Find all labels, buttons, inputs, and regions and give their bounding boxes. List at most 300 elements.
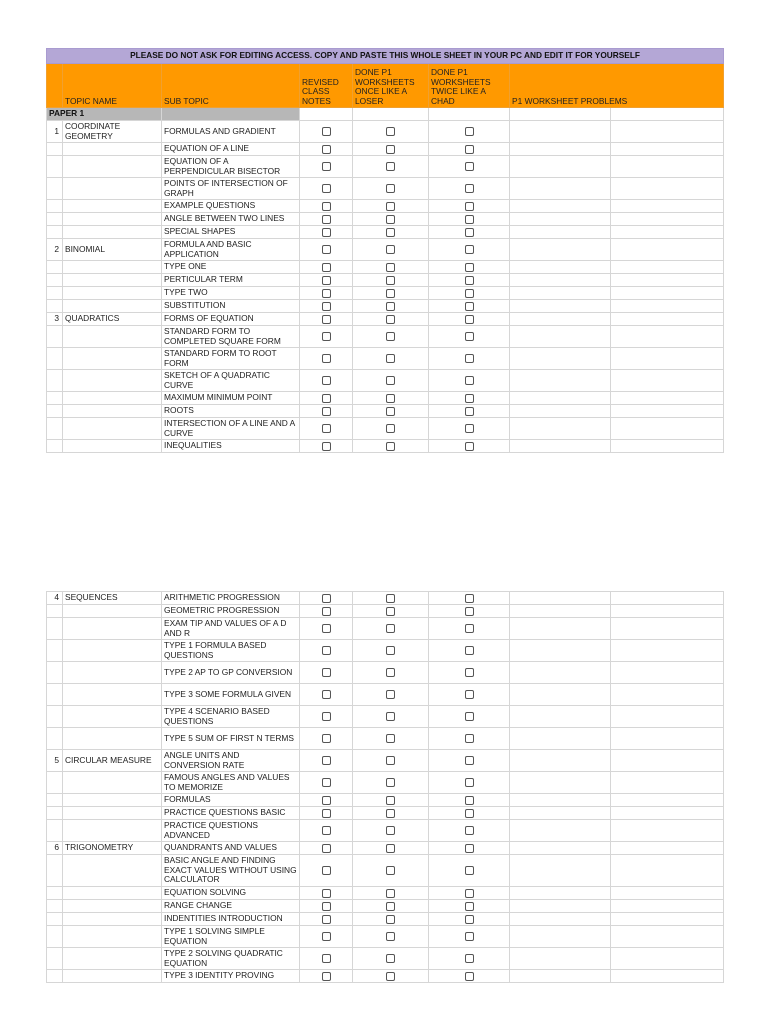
topic-name bbox=[63, 300, 162, 313]
revised-notes-checkbox[interactable] bbox=[322, 276, 331, 285]
header-revised-notes: REVISED CLASS NOTES bbox=[300, 64, 353, 108]
table-row bbox=[47, 913, 724, 926]
notes-cell[interactable] bbox=[611, 913, 724, 926]
done-twice-checkbox[interactable] bbox=[465, 315, 474, 324]
worksheet-problems-cell[interactable] bbox=[510, 440, 611, 453]
revised-notes-checkbox[interactable] bbox=[322, 866, 331, 875]
worksheet-problems-cell[interactable] bbox=[510, 239, 611, 261]
notes-cell[interactable] bbox=[611, 948, 724, 970]
done-once-cell bbox=[353, 405, 429, 418]
done-twice-checkbox[interactable] bbox=[465, 594, 474, 603]
revised-notes-cell bbox=[300, 226, 353, 239]
table-row bbox=[47, 418, 724, 440]
done-once-checkbox[interactable] bbox=[386, 809, 395, 818]
worksheet-problems-cell[interactable] bbox=[510, 926, 611, 948]
done-once-checkbox[interactable] bbox=[386, 954, 395, 963]
header-topic-name: TOPIC NAME bbox=[63, 64, 162, 108]
worksheet-problems-cell[interactable] bbox=[510, 287, 611, 300]
done-twice-checkbox[interactable] bbox=[465, 407, 474, 416]
table-row bbox=[47, 156, 724, 178]
revised-notes-cell bbox=[300, 274, 353, 287]
sub-topic: TYPE TWO bbox=[162, 287, 300, 300]
worksheet-problems-cell[interactable] bbox=[510, 405, 611, 418]
done-twice-checkbox[interactable] bbox=[465, 228, 474, 237]
done-once-checkbox[interactable] bbox=[386, 902, 395, 911]
done-once-checkbox[interactable] bbox=[386, 315, 395, 324]
done-once-checkbox[interactable] bbox=[386, 145, 395, 154]
revised-notes-checkbox[interactable] bbox=[322, 756, 331, 765]
revised-notes-cell bbox=[300, 287, 353, 300]
worksheet-problems-cell[interactable] bbox=[510, 605, 611, 618]
done-once-checkbox[interactable] bbox=[386, 826, 395, 835]
revised-notes-checkbox[interactable] bbox=[322, 332, 331, 341]
done-once-checkbox[interactable] bbox=[386, 442, 395, 451]
done-once-checkbox[interactable] bbox=[386, 424, 395, 433]
done-once-checkbox[interactable] bbox=[386, 376, 395, 385]
done-twice-checkbox[interactable] bbox=[465, 354, 474, 363]
done-once-cell bbox=[353, 926, 429, 948]
worksheet-problems-cell[interactable] bbox=[510, 226, 611, 239]
done-once-checkbox[interactable] bbox=[386, 668, 395, 677]
worksheet-problems-cell[interactable] bbox=[510, 855, 611, 887]
notes-cell[interactable] bbox=[611, 405, 724, 418]
done-once-checkbox[interactable] bbox=[386, 289, 395, 298]
revised-notes-cell bbox=[300, 313, 353, 326]
notes-cell[interactable] bbox=[611, 662, 724, 684]
table-row bbox=[47, 178, 724, 200]
revised-notes-checkbox[interactable] bbox=[322, 263, 331, 272]
done-twice-cell bbox=[429, 750, 510, 772]
worksheet-problems-cell[interactable] bbox=[510, 156, 611, 178]
notes-cell[interactable] bbox=[611, 178, 724, 200]
revised-notes-checkbox[interactable] bbox=[322, 902, 331, 911]
revised-notes-cell bbox=[300, 143, 353, 156]
notes-cell[interactable] bbox=[611, 392, 724, 405]
done-twice-cell bbox=[429, 807, 510, 820]
revised-notes-checkbox[interactable] bbox=[322, 607, 331, 616]
sub-topic: ANGLE BETWEEN TWO LINES bbox=[162, 213, 300, 226]
done-twice-checkbox[interactable] bbox=[465, 424, 474, 433]
done-twice-checkbox[interactable] bbox=[465, 162, 474, 171]
sub-topic: RANGE CHANGE bbox=[162, 900, 300, 913]
worksheet-problems-cell[interactable] bbox=[510, 348, 611, 370]
table-row bbox=[47, 970, 724, 983]
notes-cell[interactable] bbox=[611, 887, 724, 900]
revised-notes-checkbox[interactable] bbox=[322, 778, 331, 787]
done-twice-checkbox[interactable] bbox=[465, 889, 474, 898]
topic-name bbox=[63, 274, 162, 287]
notes-cell[interactable] bbox=[611, 261, 724, 274]
notes-cell[interactable] bbox=[611, 750, 724, 772]
done-once-checkbox[interactable] bbox=[386, 796, 395, 805]
topic-number bbox=[47, 970, 63, 983]
table-row bbox=[47, 440, 724, 453]
worksheet-problems-cell[interactable] bbox=[510, 684, 611, 706]
revised-notes-checkbox[interactable] bbox=[322, 442, 331, 451]
topic-number bbox=[47, 274, 63, 287]
done-once-checkbox[interactable] bbox=[386, 245, 395, 254]
done-twice-checkbox[interactable] bbox=[465, 809, 474, 818]
revised-notes-checkbox[interactable] bbox=[322, 354, 331, 363]
paper-row bbox=[47, 108, 724, 121]
notes-cell[interactable] bbox=[611, 728, 724, 750]
notes-cell[interactable] bbox=[611, 313, 724, 326]
done-once-cell bbox=[353, 178, 429, 200]
worksheet-problems-cell[interactable] bbox=[510, 213, 611, 226]
topic-name bbox=[63, 948, 162, 970]
notes-cell[interactable] bbox=[611, 226, 724, 239]
done-once-cell bbox=[353, 772, 429, 794]
revised-notes-cell bbox=[300, 605, 353, 618]
table-row bbox=[47, 405, 724, 418]
sub-topic: FAMOUS ANGLES AND VALUES TO MEMORIZE bbox=[162, 772, 300, 794]
notes-cell[interactable] bbox=[611, 706, 724, 728]
notes-cell[interactable] bbox=[611, 300, 724, 313]
notes-cell[interactable] bbox=[611, 156, 724, 178]
done-twice-cell bbox=[429, 392, 510, 405]
done-twice-checkbox[interactable] bbox=[465, 668, 474, 677]
revised-notes-checkbox[interactable] bbox=[322, 826, 331, 835]
notes-cell[interactable] bbox=[611, 926, 724, 948]
notes-cell[interactable] bbox=[611, 370, 724, 392]
done-twice-checkbox[interactable] bbox=[465, 796, 474, 805]
notes-cell[interactable] bbox=[611, 900, 724, 913]
revised-notes-checkbox[interactable] bbox=[322, 394, 331, 403]
done-twice-checkbox[interactable] bbox=[465, 394, 474, 403]
revised-notes-checkbox[interactable] bbox=[322, 315, 331, 324]
done-twice-checkbox[interactable] bbox=[465, 866, 474, 875]
notes-cell[interactable] bbox=[611, 820, 724, 842]
worksheet-problems-cell[interactable] bbox=[510, 900, 611, 913]
revised-notes-cell bbox=[300, 820, 353, 842]
done-once-checkbox[interactable] bbox=[386, 932, 395, 941]
done-twice-checkbox[interactable] bbox=[465, 202, 474, 211]
done-once-checkbox[interactable] bbox=[386, 594, 395, 603]
table-row bbox=[47, 820, 724, 842]
done-once-checkbox[interactable] bbox=[386, 202, 395, 211]
worksheet-problems-cell[interactable] bbox=[510, 772, 611, 794]
worksheet-problems-cell[interactable] bbox=[510, 418, 611, 440]
done-twice-checkbox[interactable] bbox=[465, 690, 474, 699]
worksheet-problems-cell[interactable] bbox=[510, 842, 611, 855]
done-twice-cell bbox=[429, 605, 510, 618]
done-once-checkbox[interactable] bbox=[386, 844, 395, 853]
revised-notes-checkbox[interactable] bbox=[322, 734, 331, 743]
done-once-checkbox[interactable] bbox=[386, 407, 395, 416]
done-twice-checkbox[interactable] bbox=[465, 756, 474, 765]
revised-notes-cell bbox=[300, 855, 353, 887]
done-once-checkbox[interactable] bbox=[386, 127, 395, 136]
worksheet-problems-cell[interactable] bbox=[510, 807, 611, 820]
topic-name: SEQUENCES bbox=[63, 592, 162, 605]
topic-name bbox=[63, 684, 162, 706]
worksheet-problems-cell[interactable] bbox=[510, 200, 611, 213]
done-twice-cell bbox=[429, 772, 510, 794]
table-row bbox=[47, 300, 724, 313]
tracker-sheet-page-2 bbox=[46, 591, 724, 983]
revised-notes-cell bbox=[300, 948, 353, 970]
done-twice-checkbox[interactable] bbox=[465, 276, 474, 285]
table-row bbox=[47, 750, 724, 772]
worksheet-problems-cell[interactable] bbox=[510, 887, 611, 900]
done-once-checkbox[interactable] bbox=[386, 712, 395, 721]
done-twice-checkbox[interactable] bbox=[465, 954, 474, 963]
notes-cell[interactable] bbox=[611, 772, 724, 794]
done-once-cell bbox=[353, 605, 429, 618]
notes-cell[interactable] bbox=[611, 855, 724, 887]
notes-cell[interactable] bbox=[611, 121, 724, 143]
notes-cell[interactable] bbox=[611, 684, 724, 706]
revised-notes-cell bbox=[300, 392, 353, 405]
done-twice-checkbox[interactable] bbox=[465, 734, 474, 743]
table-row bbox=[47, 239, 724, 261]
table-row bbox=[47, 618, 724, 640]
notes-cell[interactable] bbox=[611, 200, 724, 213]
worksheet-problems-cell[interactable] bbox=[510, 178, 611, 200]
topic-name bbox=[63, 728, 162, 750]
revised-notes-checkbox[interactable] bbox=[322, 302, 331, 311]
notes-cell[interactable] bbox=[611, 640, 724, 662]
table-row bbox=[47, 662, 724, 684]
done-once-checkbox[interactable] bbox=[386, 263, 395, 272]
done-twice-cell bbox=[429, 440, 510, 453]
topic-name bbox=[63, 926, 162, 948]
done-once-cell bbox=[353, 728, 429, 750]
done-once-checkbox[interactable] bbox=[386, 866, 395, 875]
revised-notes-checkbox[interactable] bbox=[322, 972, 331, 981]
sub-topic: TYPE 4 SCENARIO BASED QUESTIONS bbox=[162, 706, 300, 728]
done-twice-checkbox[interactable] bbox=[465, 184, 474, 193]
revised-notes-cell bbox=[300, 121, 353, 143]
revised-notes-cell bbox=[300, 418, 353, 440]
done-once-checkbox[interactable] bbox=[386, 889, 395, 898]
topic-name bbox=[63, 348, 162, 370]
revised-notes-checkbox[interactable] bbox=[322, 796, 331, 805]
worksheet-problems-cell[interactable] bbox=[510, 274, 611, 287]
done-once-checkbox[interactable] bbox=[386, 302, 395, 311]
notes-cell[interactable] bbox=[611, 592, 724, 605]
topic-name bbox=[63, 605, 162, 618]
topic-name bbox=[63, 794, 162, 807]
revised-notes-checkbox[interactable] bbox=[322, 712, 331, 721]
table-row bbox=[47, 348, 724, 370]
done-twice-checkbox[interactable] bbox=[465, 245, 474, 254]
topic-number: 6 bbox=[47, 842, 63, 855]
worksheet-problems-cell[interactable] bbox=[510, 313, 611, 326]
sub-topic: POINTS OF INTERSECTION OF GRAPH bbox=[162, 178, 300, 200]
done-once-checkbox[interactable] bbox=[386, 734, 395, 743]
done-once-checkbox[interactable] bbox=[386, 756, 395, 765]
done-twice-checkbox[interactable] bbox=[465, 778, 474, 787]
revised-notes-checkbox[interactable] bbox=[322, 690, 331, 699]
done-twice-checkbox[interactable] bbox=[465, 127, 474, 136]
done-twice-cell bbox=[429, 287, 510, 300]
worksheet-problems-cell[interactable] bbox=[510, 326, 611, 348]
done-twice-checkbox[interactable] bbox=[465, 442, 474, 451]
done-twice-checkbox[interactable] bbox=[465, 712, 474, 721]
notes-cell[interactable] bbox=[611, 213, 724, 226]
notes-cell[interactable] bbox=[611, 970, 724, 983]
revised-notes-checkbox[interactable] bbox=[322, 624, 331, 633]
done-twice-checkbox[interactable] bbox=[465, 215, 474, 224]
done-twice-checkbox[interactable] bbox=[465, 902, 474, 911]
done-twice-checkbox[interactable] bbox=[465, 607, 474, 616]
done-once-checkbox[interactable] bbox=[386, 646, 395, 655]
done-once-checkbox[interactable] bbox=[386, 778, 395, 787]
notes-cell[interactable] bbox=[611, 326, 724, 348]
done-once-checkbox[interactable] bbox=[386, 184, 395, 193]
revised-notes-checkbox[interactable] bbox=[322, 932, 331, 941]
topic-name: CIRCULAR MEASURE bbox=[63, 750, 162, 772]
sub-topic: ANGLE UNITS AND CONVERSION RATE bbox=[162, 750, 300, 772]
revised-notes-checkbox[interactable] bbox=[322, 289, 331, 298]
revised-notes-checkbox[interactable] bbox=[322, 424, 331, 433]
notes-cell[interactable] bbox=[611, 239, 724, 261]
worksheet-problems-cell[interactable] bbox=[510, 640, 611, 662]
revised-notes-checkbox[interactable] bbox=[322, 594, 331, 603]
revised-notes-checkbox[interactable] bbox=[322, 202, 331, 211]
revised-notes-cell bbox=[300, 370, 353, 392]
topic-number bbox=[47, 618, 63, 640]
sub-topic: EQUATION OF A PERPENDICULAR BISECTOR bbox=[162, 156, 300, 178]
done-once-cell bbox=[353, 143, 429, 156]
done-once-checkbox[interactable] bbox=[386, 394, 395, 403]
done-twice-checkbox[interactable] bbox=[465, 376, 474, 385]
revised-notes-checkbox[interactable] bbox=[322, 889, 331, 898]
revised-notes-checkbox[interactable] bbox=[322, 184, 331, 193]
worksheet-problems-cell[interactable] bbox=[510, 820, 611, 842]
topic-number bbox=[47, 405, 63, 418]
notes-cell[interactable] bbox=[611, 143, 724, 156]
revised-notes-checkbox[interactable] bbox=[322, 844, 331, 853]
done-twice-cell bbox=[429, 913, 510, 926]
worksheet-problems-cell[interactable] bbox=[510, 794, 611, 807]
topic-number bbox=[47, 440, 63, 453]
done-twice-checkbox[interactable] bbox=[465, 646, 474, 655]
sub-topic: PRACTICE QUESTIONS BASIC bbox=[162, 807, 300, 820]
table-row bbox=[47, 728, 724, 750]
done-twice-checkbox[interactable] bbox=[465, 915, 474, 924]
done-twice-cell bbox=[429, 855, 510, 887]
notes-cell[interactable] bbox=[611, 807, 724, 820]
worksheet-problems-cell[interactable] bbox=[510, 592, 611, 605]
done-once-checkbox[interactable] bbox=[386, 332, 395, 341]
done-twice-checkbox[interactable] bbox=[465, 624, 474, 633]
notes-cell[interactable] bbox=[611, 440, 724, 453]
notes-cell[interactable] bbox=[611, 618, 724, 640]
worksheet-problems-cell[interactable] bbox=[510, 370, 611, 392]
worksheet-problems-cell[interactable] bbox=[510, 948, 611, 970]
revised-notes-checkbox[interactable] bbox=[322, 145, 331, 154]
done-once-cell bbox=[353, 226, 429, 239]
notes-cell[interactable] bbox=[611, 418, 724, 440]
done-twice-checkbox[interactable] bbox=[465, 972, 474, 981]
done-once-checkbox[interactable] bbox=[386, 690, 395, 699]
done-twice-checkbox[interactable] bbox=[465, 145, 474, 154]
revised-notes-checkbox[interactable] bbox=[322, 668, 331, 677]
worksheet-problems-cell[interactable] bbox=[510, 121, 611, 143]
header-sub-topic: SUB TOPIC bbox=[162, 64, 300, 108]
worksheet-problems-cell[interactable] bbox=[510, 261, 611, 274]
worksheet-problems-cell[interactable] bbox=[510, 750, 611, 772]
revised-notes-cell bbox=[300, 772, 353, 794]
table-row bbox=[47, 640, 724, 662]
done-twice-cell bbox=[429, 261, 510, 274]
done-once-checkbox[interactable] bbox=[386, 162, 395, 171]
topic-name bbox=[63, 662, 162, 684]
notes-cell[interactable] bbox=[611, 287, 724, 300]
worksheet-problems-cell[interactable] bbox=[510, 300, 611, 313]
worksheet-problems-cell[interactable] bbox=[510, 392, 611, 405]
done-twice-cell bbox=[429, 706, 510, 728]
done-twice-checkbox[interactable] bbox=[465, 302, 474, 311]
revised-notes-checkbox[interactable] bbox=[322, 215, 331, 224]
worksheet-problems-cell[interactable] bbox=[510, 662, 611, 684]
done-once-checkbox[interactable] bbox=[386, 276, 395, 285]
revised-notes-checkbox[interactable] bbox=[322, 245, 331, 254]
topic-number bbox=[47, 913, 63, 926]
done-twice-cell bbox=[429, 887, 510, 900]
topic-name bbox=[63, 855, 162, 887]
worksheet-problems-cell[interactable] bbox=[510, 618, 611, 640]
notes-cell[interactable] bbox=[611, 605, 724, 618]
banner-row bbox=[47, 49, 724, 64]
revised-notes-checkbox[interactable] bbox=[322, 407, 331, 416]
done-once-checkbox[interactable] bbox=[386, 624, 395, 633]
revised-notes-checkbox[interactable] bbox=[322, 809, 331, 818]
topic-name bbox=[63, 418, 162, 440]
revised-notes-checkbox[interactable] bbox=[322, 127, 331, 136]
done-once-checkbox[interactable] bbox=[386, 972, 395, 981]
done-twice-checkbox[interactable] bbox=[465, 932, 474, 941]
done-once-cell bbox=[353, 820, 429, 842]
revised-notes-checkbox[interactable] bbox=[322, 162, 331, 171]
revised-notes-checkbox[interactable] bbox=[322, 376, 331, 385]
revised-notes-checkbox[interactable] bbox=[322, 915, 331, 924]
sub-topic: INDENTITIES INTRODUCTION bbox=[162, 913, 300, 926]
notes-cell[interactable] bbox=[611, 842, 724, 855]
revised-notes-checkbox[interactable] bbox=[322, 228, 331, 237]
worksheet-problems-cell[interactable] bbox=[510, 913, 611, 926]
done-once-cell bbox=[353, 121, 429, 143]
revised-notes-cell bbox=[300, 618, 353, 640]
done-twice-checkbox[interactable] bbox=[465, 332, 474, 341]
sub-topic: SPECIAL SHAPES bbox=[162, 226, 300, 239]
done-once-checkbox[interactable] bbox=[386, 354, 395, 363]
worksheet-problems-cell[interactable] bbox=[510, 728, 611, 750]
done-twice-checkbox[interactable] bbox=[465, 289, 474, 298]
notes-cell[interactable] bbox=[611, 274, 724, 287]
done-twice-checkbox[interactable] bbox=[465, 263, 474, 272]
worksheet-problems-cell[interactable] bbox=[510, 143, 611, 156]
done-once-cell bbox=[353, 913, 429, 926]
notes-cell[interactable] bbox=[611, 794, 724, 807]
done-once-checkbox[interactable] bbox=[386, 915, 395, 924]
done-once-checkbox[interactable] bbox=[386, 607, 395, 616]
done-once-checkbox[interactable] bbox=[386, 215, 395, 224]
done-once-checkbox[interactable] bbox=[386, 228, 395, 237]
revised-notes-checkbox[interactable] bbox=[322, 646, 331, 655]
done-twice-checkbox[interactable] bbox=[465, 826, 474, 835]
revised-notes-checkbox[interactable] bbox=[322, 954, 331, 963]
revised-notes-cell bbox=[300, 178, 353, 200]
notes-cell[interactable] bbox=[611, 348, 724, 370]
done-twice-checkbox[interactable] bbox=[465, 844, 474, 853]
table-row bbox=[47, 900, 724, 913]
table-row bbox=[47, 392, 724, 405]
worksheet-problems-cell[interactable] bbox=[510, 706, 611, 728]
worksheet-problems-cell[interactable] bbox=[510, 970, 611, 983]
